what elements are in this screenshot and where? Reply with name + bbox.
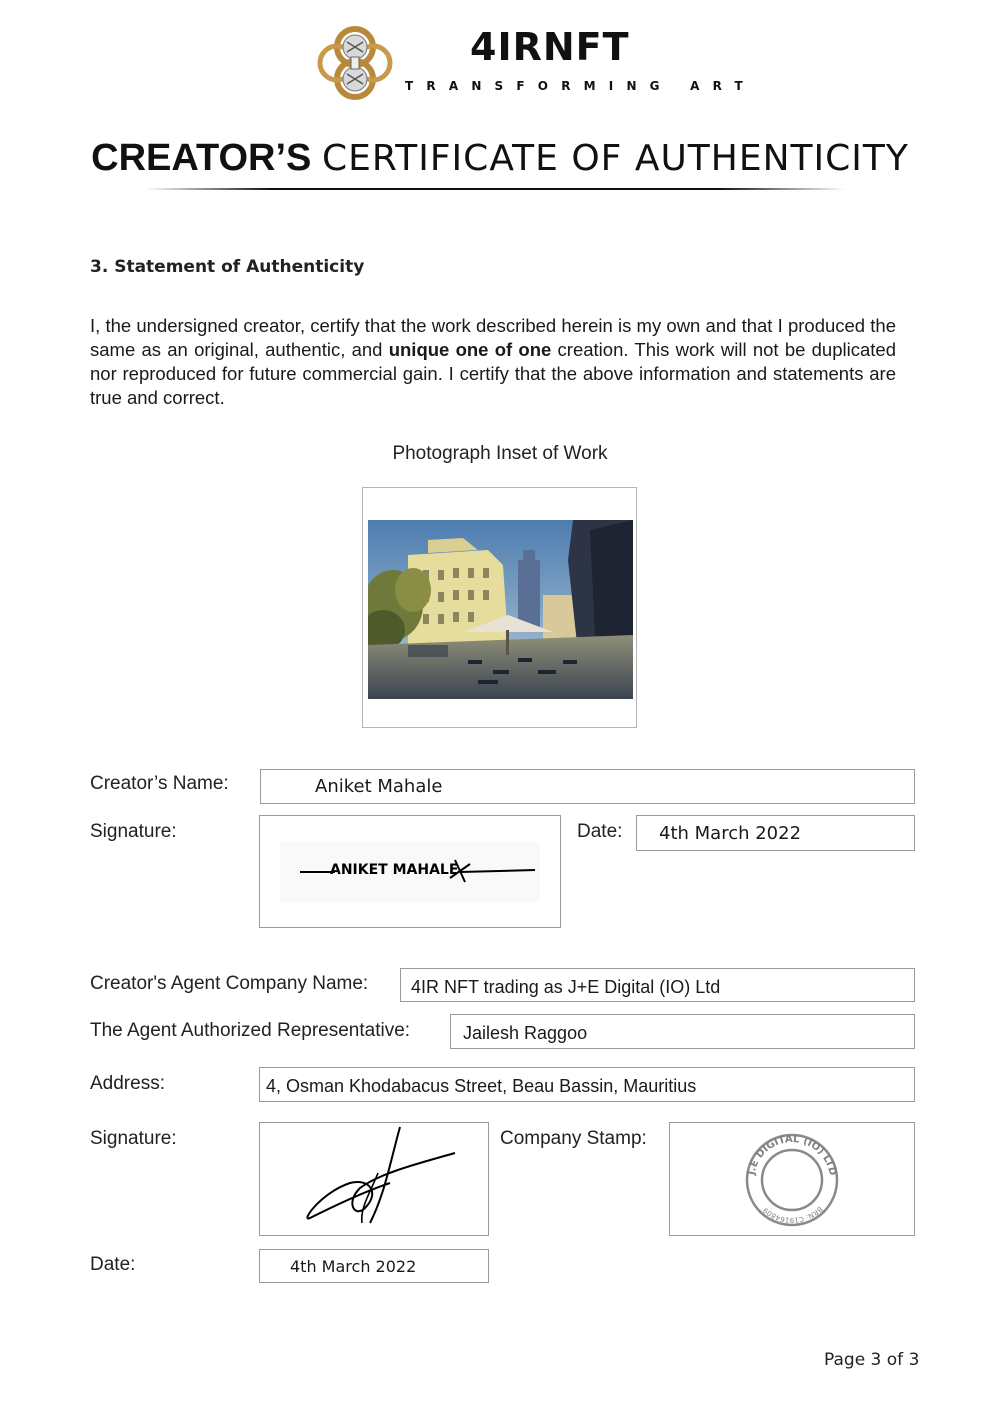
agent-signature-image	[290, 1123, 470, 1235]
title-divider	[145, 188, 845, 190]
statement-emphasis: unique one of one	[388, 339, 552, 360]
creator-name-field	[260, 769, 915, 804]
agent-date-field	[259, 1249, 489, 1283]
section-heading: 3. Statement of Authenticity	[90, 257, 365, 277]
svg-text:ANIKET MAHALE: ANIKET MAHALE	[330, 862, 459, 878]
certificate-title	[0, 136, 1000, 181]
statement-text-1: I, the undersigned creator, certify that the work described herein is my own and that I produced the same as an original, authentic, and	[90, 315, 896, 360]
agent-company-value: 4IR NFT trading as J+E Digital (IO) Ltd	[411, 977, 721, 997]
title-bold: CREATOR’S	[91, 137, 312, 179]
agent-address-field	[259, 1067, 915, 1102]
agent-address-label: Address:	[90, 1073, 165, 1094]
inset-caption: Photograph Inset of Work	[392, 443, 608, 464]
svg-text:BRN: C19164809: BRN: C19164809	[761, 1204, 824, 1225]
brand-logo-icon	[316, 24, 394, 102]
creator-date-label: Date:	[577, 821, 623, 842]
agent-representative-value: Jailesh Raggoo	[463, 1023, 588, 1043]
artwork-image	[368, 520, 633, 699]
statement-text-2: creation. This work will not be duplicated nor reproduced for future commercial gain. I certify that the above information and statements are true and correct.	[90, 339, 896, 408]
brand-name: 4IRNFT	[470, 25, 630, 69]
agent-company-field	[400, 968, 915, 1002]
company-stamp-icon	[742, 1133, 842, 1227]
agent-company-label: Creator's Agent Company Name:	[90, 973, 369, 994]
creator-signature-image	[280, 842, 540, 902]
creator-name-label: Creator’s Name:	[90, 773, 229, 794]
page-number: Page 3 of 3	[824, 1350, 920, 1370]
agent-representative-label: The Agent Authorized Representative:	[90, 1020, 411, 1041]
creator-name-value: Aniket Mahale	[315, 776, 443, 797]
creator-date-value: 4th March 2022	[659, 823, 802, 844]
svg-text:J.E DIGITAL (IO) LTD: J.E DIGITAL (IO) LTD	[746, 1133, 838, 1177]
agent-address-value: 4, Osman Khodabacus Street, Beau Bassin, Mauritius	[266, 1076, 697, 1096]
company-stamp-label: Company Stamp:	[500, 1128, 647, 1149]
brand-tagline: TRANSFORMING ART	[405, 79, 756, 93]
company-stamp-box	[669, 1122, 915, 1236]
creator-date-field	[636, 815, 915, 851]
creator-signature-box	[259, 815, 561, 928]
statement-paragraph	[90, 314, 896, 410]
agent-date-value: 4th March 2022	[290, 1257, 417, 1276]
agent-representative-field	[450, 1014, 915, 1049]
creator-signature-label: Signature:	[90, 821, 177, 842]
agent-signature-label: Signature:	[90, 1128, 177, 1149]
agent-signature-box	[259, 1122, 489, 1236]
agent-date-label: Date:	[90, 1254, 136, 1275]
title-rest: CERTIFICATE OF AUTHENTICITY	[321, 138, 909, 179]
